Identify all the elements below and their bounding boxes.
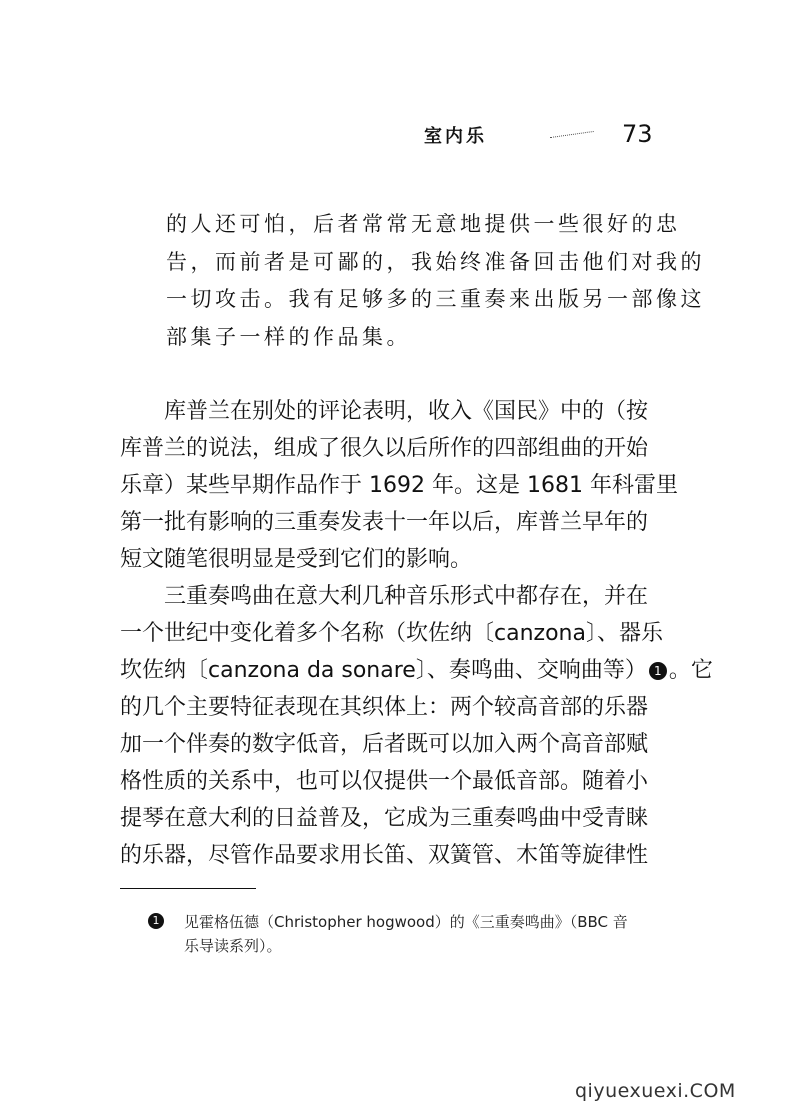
paragraph-line (120, 652, 713, 689)
footnote-text (150, 910, 695, 958)
footnote (150, 910, 695, 958)
page-number: 73 (622, 120, 653, 148)
quote-line: 部集子一样的作品集。 (166, 324, 411, 349)
footnote-reference[interactable]: 1 (649, 662, 667, 680)
footnote-divider (120, 888, 256, 889)
chapter-title: 室内乐 (424, 126, 487, 147)
paragraph-line: 库普兰在别处的评论表明，收入《国民》中的（按 (164, 399, 649, 424)
paragraph-line: 格性质的关系中，也可以仅提供一个最低音部。随着小 (120, 769, 649, 794)
paragraph-line: 乐章）某些早期作品作于 1692 年。这是 1681 年科雷里 (120, 473, 678, 498)
running-header (0, 120, 794, 150)
paragraph-line: 加一个伴奏的数字低音，后者既可以加入两个高音部赋 (120, 732, 649, 757)
paragraph-line: 的乐器，尽管作品要求用长笛、双簧管、木笛等旋律性 (120, 843, 649, 868)
footnote-line: 见霍格伍德（Christopher hogwood）的《三重奏鸣曲》（BBC 音 (184, 913, 628, 931)
body-text (120, 393, 713, 874)
quote-line: 一切攻击。我有足够多的三重奏来出版另一部像这 (166, 287, 705, 311)
paragraph-line-tail: 。它 (668, 658, 713, 683)
paragraph-line: 一个世纪中变化着多个名称（坎佐纳〔canzona〕、器乐 (120, 621, 663, 646)
footnote-line: 乐导读系列）。 (184, 937, 282, 955)
paragraph-line-text: 坎佐纳〔canzona da sonare〕、奏鸣曲、交响曲等） (120, 658, 647, 683)
header-ornament (550, 131, 594, 139)
paragraph-line: 的几个主要特征表现在其织体上：两个较高音部的乐器 (120, 695, 649, 720)
quote-line: 的人还可怕，后者常常无意地提供一些很好的忠 (166, 212, 681, 236)
paragraph-line: 短文随笔很明显是受到它们的影响。 (120, 547, 473, 572)
quote-line: 告，而前者是可鄙的，我始终准备回击他们对我的 (166, 249, 705, 274)
paragraph-line: 第一批有影响的三重奏发表十一年以后，库普兰早年的 (120, 510, 649, 535)
paragraph-line: 提琴在意大利的日益普及，它成为三重奏鸣曲中受青睐 (120, 806, 649, 831)
footnote-marker: 1 (148, 913, 164, 929)
site-watermark: qiyuexuexi.COM (575, 1080, 736, 1102)
paragraph-line: 库普兰的说法，组成了很久以后所作的四部组曲的开始 (120, 436, 649, 461)
paragraph-line: 三重奏鸣曲在意大利几种音乐形式中都存在，并在 (164, 584, 649, 609)
block-quote (166, 206, 705, 356)
